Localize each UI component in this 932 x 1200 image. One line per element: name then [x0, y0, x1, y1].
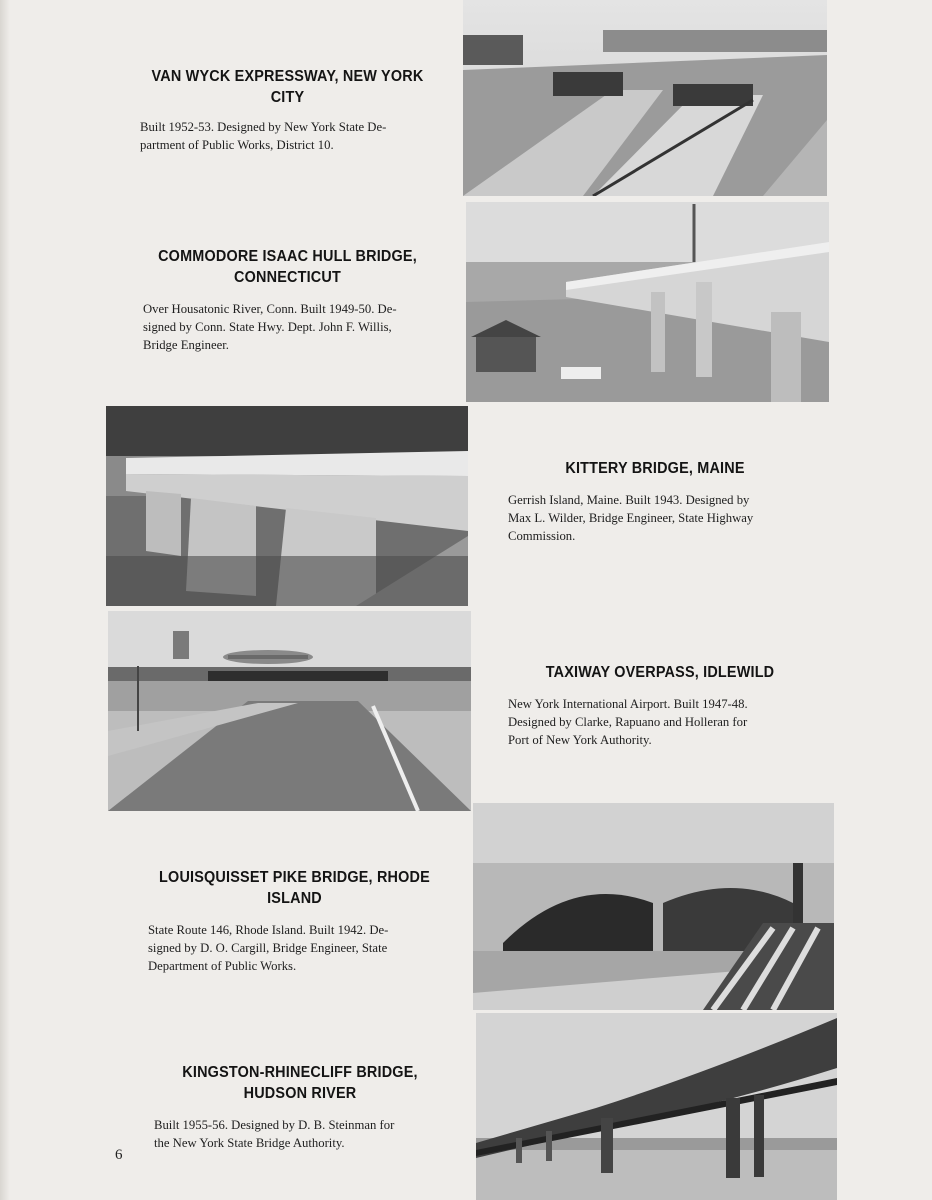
photo-kingston-rhinecliff-bridge — [476, 1013, 837, 1200]
entry-description: New York International Airport. Built 1947-48. Designed by Clarke, Rapuano and Holleran for Port of New York Authority. — [508, 697, 748, 747]
photo-louisquisset-pike-bridge — [473, 803, 834, 1010]
entry-kittery-bridge — [505, 458, 805, 545]
entry-title: TAXIWAY OVERPASS, IDLEWILD — [545, 664, 775, 681]
entry-taxiway-overpass-idlewild — [505, 662, 815, 749]
entry-title: KINGSTON-RHINECLIFF BRIDGE, HUDSON RIVER — [182, 1064, 418, 1102]
entry-description: State Route 146, Rhode Island. Built 1942. De- signed by D. O. Cargill, Bridge Engineer, State Department of Public Works. — [148, 923, 389, 973]
entry-title: COMMODORE ISAAC HULL BRIDGE, CONNECTICUT — [158, 248, 417, 286]
page-number: 6 — [115, 1147, 123, 1163]
entry-title: KITTERY BRIDGE, MAINE — [565, 460, 745, 477]
entry-van-wyck — [130, 66, 445, 154]
entry-description: Gerrish Island, Maine. Built 1943. Designed by Max L. Wilder, Bridge Engineer, State Highway Commission. — [508, 493, 754, 543]
entry-louisquisset-pike-bridge — [142, 867, 447, 975]
photo-kittery-bridge — [106, 406, 468, 606]
entry-title: VAN WYCK EXPRESSWAY, NEW YORK CITY — [151, 68, 424, 106]
photo-van-wyck-expressway — [463, 0, 827, 196]
entry-kingston-rhinecliff-bridge — [150, 1062, 450, 1152]
photo-taxiway-overpass-idlewild — [108, 611, 471, 811]
entry-description: Built 1955-56. Designed by D. B. Steinman for the New York State Bridge Authority. — [154, 1118, 395, 1150]
photo-commodore-isaac-hull-bridge — [466, 202, 829, 402]
entry-description: Over Housatonic River, Conn. Built 1949-50. De- signed by Conn. State Hwy. Dept. John F. Willis, Bridge Engineer. — [143, 302, 397, 352]
entry-commodore-isaac-hull-bridge — [140, 246, 435, 354]
page-binding-shadow — [0, 0, 10, 1200]
entry-description: Built 1952-53. Designed by New York State De- partment of Public Works, District 10. — [140, 120, 387, 152]
entry-title: LOUISQUISSET PIKE BRIDGE, RHODE ISLAND — [159, 869, 430, 907]
